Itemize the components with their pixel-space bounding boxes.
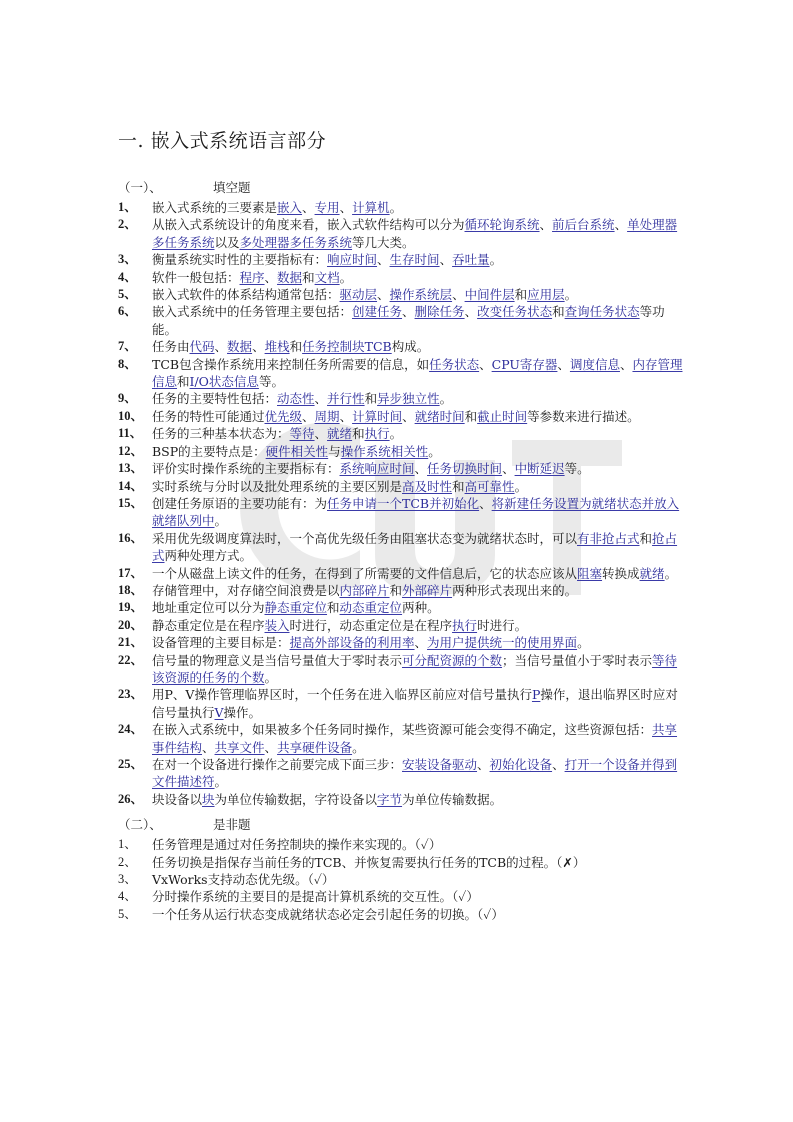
- question-text: 一个任务从运行状态变成就绪状态必定会引起任务的切换。（✓）: [152, 906, 504, 922]
- answer-text: 等待该资源的任务的个数: [152, 652, 678, 685]
- question-text: 从嵌入式系统设计的角度来看，嵌入式软件结构可以分为: [152, 217, 465, 233]
- question-number: 3、: [118, 252, 137, 267]
- question-text: 、: [539, 217, 553, 233]
- answer-text: V: [214, 704, 224, 720]
- question-text: 创建任务原语的主要功能有：为: [152, 495, 328, 511]
- answer-text: 中间件层: [464, 287, 515, 303]
- answer-text: I/O状态信息: [189, 374, 259, 390]
- section-gap: [118, 808, 688, 816]
- answer-text: 多处理器多任务系统: [239, 234, 353, 250]
- question-number: 4、: [118, 269, 137, 284]
- question-text: 、: [477, 757, 490, 772]
- question-text: 、: [502, 461, 515, 477]
- question-text: 操作。: [223, 704, 262, 720]
- question-text: 、: [402, 408, 415, 424]
- section-heading: [118, 179, 688, 196]
- question-text: 等几大类。: [352, 234, 415, 250]
- question-number: 4、: [118, 889, 137, 904]
- question-text: 构成。: [391, 339, 430, 355]
- question-text: 。: [514, 478, 528, 494]
- answer-text: 可分配资源的个数: [402, 652, 503, 668]
- question-text: 、: [302, 408, 315, 424]
- question-text: 、: [439, 252, 453, 268]
- answer-text: 删除任务: [414, 304, 465, 320]
- question-text: 静态重定位是在程序: [152, 617, 265, 633]
- question-item: [118, 686, 688, 721]
- question-text: 。: [664, 565, 678, 581]
- question-text: 。: [389, 426, 403, 442]
- answer-text: 生存时间: [389, 252, 440, 268]
- question-number: 5、: [118, 906, 137, 921]
- question-text: VxWorks支持动态优先级。（✓）: [152, 872, 335, 888]
- answer-text: 数据: [277, 269, 303, 285]
- question-text: 、: [377, 287, 390, 303]
- answer-text: 阻塞: [577, 565, 603, 581]
- question-item: [118, 443, 688, 460]
- answer-text: 字节: [377, 791, 403, 807]
- question-item: [118, 791, 688, 808]
- question-text: 、: [464, 304, 478, 320]
- question-text: 块设备以: [152, 791, 203, 807]
- question-number: 19、: [118, 600, 144, 615]
- question-item: [118, 478, 688, 495]
- answer-text: 执行: [364, 426, 390, 442]
- section-heading: [118, 816, 688, 833]
- page-title: 一. 嵌入式系统语言部分: [118, 130, 327, 152]
- question-text: 任务由: [152, 339, 190, 355]
- question-text: 、: [452, 287, 465, 303]
- question-text: 。: [564, 287, 578, 303]
- answer-text: 驱动层: [339, 287, 378, 303]
- question-text: 和: [177, 374, 190, 390]
- answer-text: 循环轮询系统: [464, 217, 540, 233]
- section-number: （一）、: [118, 180, 162, 195]
- question-text: BSP的主要特点是：: [152, 443, 266, 459]
- question-text: 和: [514, 287, 528, 303]
- answer-text: 堆栈: [264, 339, 290, 355]
- question-item: [118, 338, 688, 355]
- question-item: [118, 721, 688, 756]
- answer-text: 就绪时间: [414, 408, 465, 424]
- answer-text: 改变任务状态: [477, 304, 553, 320]
- question-text: 设备管理的主要目标是：: [152, 635, 290, 651]
- question-number: 23、: [118, 687, 144, 702]
- answer-text: 代码: [189, 339, 215, 355]
- question-text: 。: [339, 269, 353, 285]
- question-text: 任务管理是通过对任务控制块的操作来实现的。（✓）: [152, 837, 442, 853]
- document-page: [118, 126, 688, 923]
- question-number: 1、: [118, 837, 137, 852]
- question-number: 25、: [118, 757, 144, 771]
- answer-text: 操作系统相关性: [340, 443, 429, 459]
- question-text: 任务切换是指保存当前任务的TCB、并恢复需要执行任务的TCB的过程。（✗）: [152, 854, 586, 870]
- answer-text: 内存管理信息: [152, 356, 683, 390]
- answer-text: 截止时间: [477, 408, 528, 424]
- answer-text: 提高外部设备的利用率: [289, 635, 415, 651]
- question-item: [118, 582, 688, 599]
- answer-text: 抢占式: [152, 530, 678, 564]
- question-number: 17、: [118, 565, 144, 580]
- question-text: TCB包含操作系统用来控制任务所需要的信息，如: [152, 356, 430, 372]
- question-text: 。: [577, 635, 590, 651]
- question-number: 14、: [118, 478, 144, 493]
- question-text: 、: [202, 739, 215, 755]
- answer-text: 异步独立性: [377, 391, 440, 407]
- question-text: 和: [639, 530, 653, 546]
- question-item: [118, 425, 688, 442]
- question-text: 两种处理方式。: [164, 548, 253, 564]
- question-number: 12、: [118, 443, 144, 458]
- answer-text: 任务状态: [429, 356, 480, 372]
- answer-text: 为用户提供统一的使用界面: [427, 635, 578, 651]
- answer-text: 外部碎片: [402, 582, 453, 598]
- question-text: 在嵌入式系统中，如果被多个任务同时操作，某些资源可能会变得不确定，这些资源包括：: [152, 722, 653, 738]
- question-text: 实时系统与分时以及批处理系统的主要区别是: [152, 478, 403, 494]
- question-text: 等功能。: [152, 304, 665, 337]
- question-text: 采用优先级调度算法时，一个高优先级任务由阻塞状态变为就绪状态时，可以: [152, 530, 578, 546]
- answer-text: 前后台系统: [552, 217, 615, 233]
- answer-text: P: [531, 687, 541, 703]
- question-number: 7、: [118, 339, 137, 354]
- question-text: ；当信号量值小于零时表示: [502, 652, 653, 668]
- question-text: 和: [464, 408, 478, 424]
- answer-text: 中断延迟: [514, 461, 565, 477]
- answer-text: 有非抢占式: [577, 530, 640, 546]
- question-number: 22、: [118, 652, 144, 667]
- question-item: [118, 565, 688, 582]
- question-text: 、: [414, 461, 428, 477]
- answer-text: 数据: [227, 339, 253, 355]
- question-number: 1、: [118, 200, 137, 214]
- answer-text: 硬件相关性: [265, 443, 329, 459]
- question-text: 操作，退出临界区时应对信号量执行: [152, 687, 678, 720]
- question-text: 两种形式表现出来的。: [452, 582, 578, 598]
- answer-text: 程序: [239, 269, 265, 285]
- question-number: 2、: [118, 854, 137, 869]
- question-number: 2、: [118, 217, 137, 232]
- answer-text: 任务申请一个TCB并初始化: [327, 495, 480, 511]
- answer-text: 系统响应时间: [339, 461, 415, 477]
- answer-text: 并行性: [327, 391, 365, 407]
- question-number: 24、: [118, 722, 144, 737]
- question-item: [118, 888, 688, 905]
- answer-text: 查询任务状态: [564, 304, 640, 320]
- question-text: 嵌入式系统中的任务管理主要包括：: [152, 304, 353, 320]
- question-text: 评价实时操作系统的主要指标有：: [152, 461, 340, 477]
- answer-text: 执行: [452, 617, 478, 633]
- question-item: [118, 617, 688, 634]
- question-text: 任务的三种基本状态为：: [152, 426, 290, 442]
- question-text: 任务的特性可能通过: [152, 408, 265, 424]
- question-text: 和: [452, 478, 465, 494]
- section-label: 是非题: [213, 817, 251, 833]
- answer-text: 调度信息: [569, 356, 620, 372]
- question-item: [118, 199, 688, 216]
- question-text: 、: [214, 339, 228, 355]
- question-number: 6、: [118, 304, 137, 319]
- question-item: [118, 408, 688, 425]
- question-text: 、: [619, 356, 633, 372]
- answer-text: 共享文件: [214, 739, 265, 755]
- question-text: 信号量的物理意义是当信号量值大于零时表示: [152, 652, 403, 668]
- answer-text: 动态重定位: [339, 600, 403, 616]
- question-text: 转换成: [602, 565, 640, 581]
- question-text: 分时操作系统的主要目的是提高计算机系统的交互性。（✓）: [152, 889, 479, 905]
- question-text: 等。: [258, 374, 284, 390]
- question-item: [118, 303, 688, 338]
- question-text: 存储管理中，对存储空间浪费是以: [152, 582, 340, 598]
- answer-text: 动态性: [277, 391, 315, 407]
- question-text: 和: [352, 426, 365, 442]
- question-item: [118, 460, 688, 477]
- answer-text: 响应时间: [327, 252, 378, 268]
- answer-text: 任务切换时间: [427, 461, 503, 477]
- question-text: 、: [402, 304, 415, 320]
- question-text: 和: [389, 582, 403, 598]
- answer-text: 单处理器多任务系统: [152, 217, 678, 250]
- answer-text: 初始化设备: [489, 757, 553, 772]
- question-text: 、: [302, 200, 315, 215]
- question-text: 地址重定位可以分为: [152, 600, 265, 616]
- answer-text: 计算时间: [352, 408, 403, 424]
- question-number: 9、: [118, 391, 137, 406]
- answer-text: 高可靠性: [464, 478, 515, 494]
- question-item: [118, 652, 688, 687]
- question-text: 、: [339, 408, 353, 424]
- question-number: 21、: [118, 635, 144, 650]
- question-text: 、: [557, 356, 570, 372]
- answer-text: 创建任务: [352, 304, 403, 320]
- question-text: 、: [264, 739, 278, 755]
- answer-text: 共享事件结构: [152, 722, 678, 755]
- question-number: 15、: [118, 495, 144, 510]
- question-text: 在对一个设备进行操作之前要完成下面三步：: [152, 757, 403, 772]
- question-text: 与: [328, 443, 341, 459]
- question-text: 衡量系统实时性的主要指标有：: [152, 252, 328, 268]
- question-text: 时进行。: [477, 617, 528, 633]
- question-text: 软件一般包括：: [152, 269, 240, 285]
- question-item: [118, 269, 688, 286]
- answer-text: 计算机: [352, 200, 390, 215]
- question-text: 、: [314, 426, 328, 442]
- answer-text: 将新建任务设置为就绪状态并放入就绪队列中: [152, 495, 680, 529]
- question-item: [118, 530, 688, 565]
- question-item: [118, 756, 688, 791]
- question-item: [118, 216, 688, 251]
- question-text: 、: [314, 391, 328, 407]
- question-item: [118, 906, 688, 923]
- answer-text: CPU寄存器: [491, 356, 558, 372]
- answer-text: 任务控制块TCB: [302, 339, 392, 355]
- question-item: [118, 495, 688, 530]
- question-text: 以及: [214, 234, 240, 250]
- question-text: 。: [489, 252, 503, 268]
- answer-text: 操作系统层: [389, 287, 453, 303]
- question-text: 。: [428, 443, 441, 459]
- question-item: [118, 286, 688, 303]
- question-text: 和: [552, 304, 565, 320]
- answer-text: 吞吐量: [452, 252, 490, 268]
- question-item: [118, 251, 688, 268]
- question-text: 。: [389, 200, 403, 215]
- question-text: 任务的主要特性包括：: [152, 391, 278, 407]
- question-text: 嵌入式系统的三要素是: [152, 200, 278, 215]
- question-number: 8、: [118, 356, 137, 371]
- answer-text: 安装设备驱动: [402, 757, 478, 772]
- question-number: 10、: [118, 408, 144, 423]
- question-number: 5、: [118, 287, 137, 302]
- answer-text: 高及时性: [402, 478, 453, 494]
- question-number: 20、: [118, 617, 144, 632]
- answer-text: 静态重定位: [264, 600, 328, 616]
- question-text: 为单位传输数据。: [402, 791, 503, 807]
- question-text: 等参数来进行描述。: [527, 408, 640, 424]
- question-text: 。: [264, 669, 278, 685]
- question-text: 、: [264, 269, 278, 285]
- question-item: [118, 871, 688, 888]
- question-number: 16、: [118, 530, 144, 545]
- question-number: 13、: [118, 461, 144, 476]
- question-item: [118, 854, 688, 871]
- question-number: 18、: [118, 582, 144, 597]
- answer-text: 装入: [264, 617, 290, 633]
- question-text: 。: [214, 513, 228, 529]
- answer-text: 块: [202, 791, 215, 807]
- question-text: 等。: [564, 461, 590, 477]
- answer-text: 应用层: [527, 287, 565, 303]
- answer-text: 就绪: [639, 565, 665, 581]
- question-text: 、: [377, 252, 390, 268]
- section-label: 填空题: [213, 180, 251, 195]
- question-number: 11、: [118, 426, 143, 441]
- question-item: [118, 356, 688, 391]
- question-number: 26、: [118, 791, 144, 806]
- question-item: [118, 390, 688, 407]
- answer-text: 文档: [314, 269, 340, 285]
- answer-text: 就绪: [327, 426, 353, 442]
- question-text: 两种。: [402, 600, 440, 616]
- answer-text: 周期: [314, 408, 340, 424]
- section-number: （二）、: [118, 817, 162, 833]
- question-text: 和: [302, 269, 315, 285]
- question-text: 、: [614, 217, 628, 233]
- question-item: [118, 634, 688, 651]
- question-number: 3、: [118, 872, 137, 887]
- question-text: 。: [352, 739, 365, 755]
- answer-text: 专用: [314, 200, 340, 215]
- question-text: 、: [479, 356, 492, 372]
- question-text: 、: [414, 635, 428, 651]
- answer-text: 内部碎片: [339, 582, 390, 598]
- question-text: 为单位传输数据，字符设备以: [214, 791, 378, 807]
- question-text: 、: [252, 339, 265, 355]
- question-text: 时进行，动态重定位是在程序: [289, 617, 453, 633]
- question-text: 用P、V操作管理临界区时，一个任务在进入临界区前应对信号量执行: [152, 687, 532, 703]
- question-text: 。: [439, 391, 453, 407]
- question-text: 一个从磁盘上读文件的任务，在得到了所需要的文件信息后，它的状态应该从: [152, 565, 578, 581]
- answer-text: 嵌入: [277, 200, 303, 215]
- question-text: 和: [289, 339, 303, 355]
- question-text: 、: [479, 495, 492, 511]
- answer-text: 共享硬件设备: [277, 739, 353, 755]
- question-item: [118, 836, 688, 853]
- question-text: 嵌入式软件的体系结构通常包括：: [152, 287, 340, 303]
- question-text: 、: [552, 757, 565, 772]
- question-text: 。: [214, 774, 228, 790]
- answer-text: 打开一个设备并得到文件描述符: [152, 757, 678, 790]
- question-text: 和: [364, 391, 378, 407]
- answer-text: 优先级: [264, 408, 303, 424]
- answer-text: 等待: [289, 426, 315, 442]
- question-item: [118, 599, 688, 616]
- question-text: 、: [339, 200, 353, 215]
- question-text: 和: [327, 600, 340, 616]
